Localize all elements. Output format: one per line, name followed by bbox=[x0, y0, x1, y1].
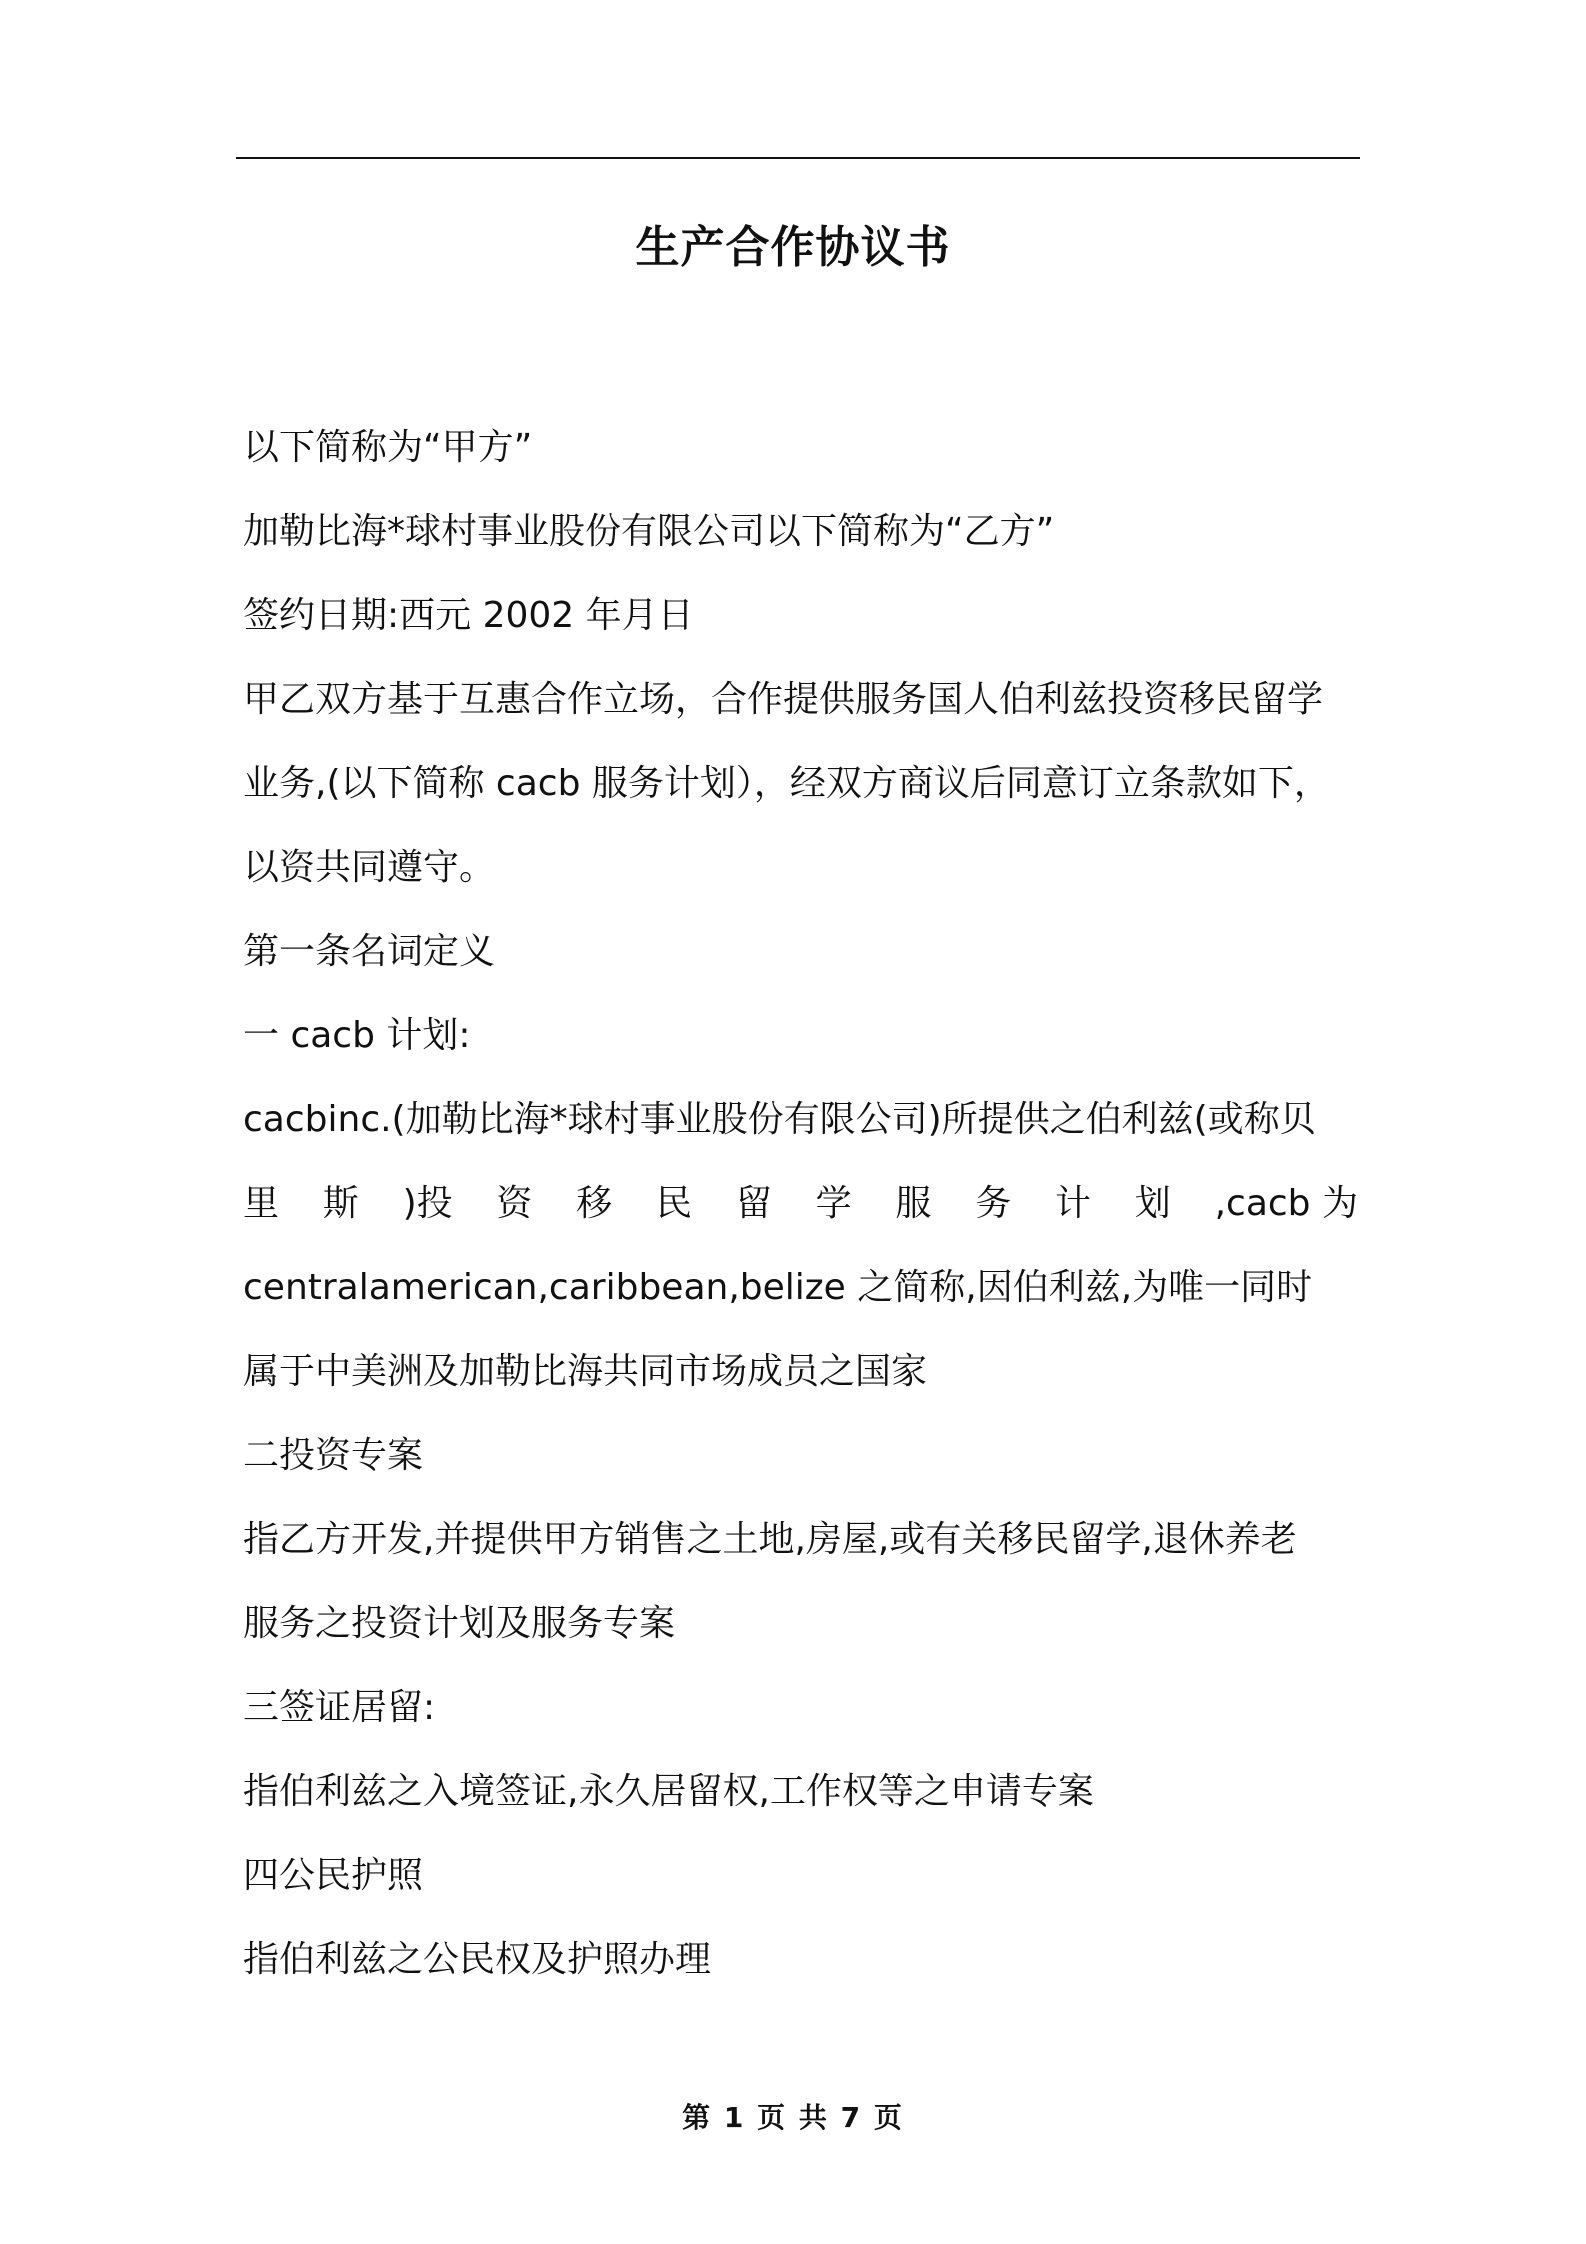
spread-word: ,cacb 为 bbox=[1214, 1183, 1358, 1224]
spread-word: 民 bbox=[656, 1183, 693, 1224]
spread-word: 留 bbox=[735, 1183, 772, 1224]
definition-heading: 四公民护照 bbox=[243, 1855, 424, 1896]
paragraph-line: 签约日期:西元 2002 年月日 bbox=[243, 595, 694, 636]
spread-word: 移 bbox=[576, 1183, 613, 1224]
definition-heading: 三签证居留: bbox=[243, 1687, 436, 1728]
definition-heading: 一 cacb 计划: bbox=[243, 1015, 471, 1056]
spread-word: 计 bbox=[1055, 1183, 1092, 1224]
paragraph-line: 以资共同遵守。 bbox=[243, 847, 496, 888]
paragraph-line: cacbinc.(加勒比海*球村事业股份有限公司)所提供之伯利兹(或称贝 bbox=[243, 1099, 1316, 1140]
paragraph-line: 业务,(以下简称 cacb 服务计划），经双方商议后同意订立条款如下， bbox=[243, 763, 1330, 804]
paragraph-line: 甲乙双方基于互惠合作立场，合作提供服务国人伯利兹投资移民留学 bbox=[243, 679, 1324, 720]
paragraph-line: 指乙方开发,并提供甲方销售之土地,房屋,或有关移民留学,退休养老 bbox=[243, 1519, 1297, 1560]
paragraph-line: 加勒比海*球村事业股份有限公司以下简称为“乙方” bbox=[243, 511, 1055, 552]
spread-word: 里 bbox=[243, 1183, 280, 1224]
page-number: 第 1 页 共 7 页 bbox=[682, 2101, 904, 2134]
paragraph-line: centralamerican,caribbean,belize 之简称,因伯利兹,为唯一同时 bbox=[243, 1267, 1313, 1308]
spread-word: )投 bbox=[402, 1183, 453, 1224]
definition-heading: 二投资专案 bbox=[243, 1435, 424, 1476]
paragraph-line: 以下简称为“甲方” bbox=[243, 427, 533, 468]
document-body bbox=[243, 406, 1358, 2002]
paragraph-line: 服务之投资计划及服务专案 bbox=[243, 1603, 676, 1644]
spread-word: 斯 bbox=[322, 1183, 359, 1224]
section-heading: 第一条名词定义 bbox=[243, 931, 496, 972]
spread-word: 学 bbox=[815, 1183, 852, 1224]
spread-word: 划 bbox=[1134, 1183, 1171, 1224]
header-rule bbox=[236, 157, 1360, 159]
spread-word: 服 bbox=[895, 1183, 932, 1224]
paragraph-line: 指伯利兹之入境签证,永久居留权,工作权等之申请专案 bbox=[243, 1771, 1094, 1812]
document-title: 生产合作协议书 bbox=[635, 222, 951, 273]
paragraph-line: 属于中美洲及加勒比海共同市场成员之国家 bbox=[243, 1351, 928, 1392]
spread-word: 务 bbox=[975, 1183, 1012, 1224]
paragraph-line: 指伯利兹之公民权及护照办理 bbox=[243, 1939, 712, 1980]
spread-paragraph-line bbox=[243, 1162, 1358, 1246]
spread-word: 资 bbox=[496, 1183, 533, 1224]
